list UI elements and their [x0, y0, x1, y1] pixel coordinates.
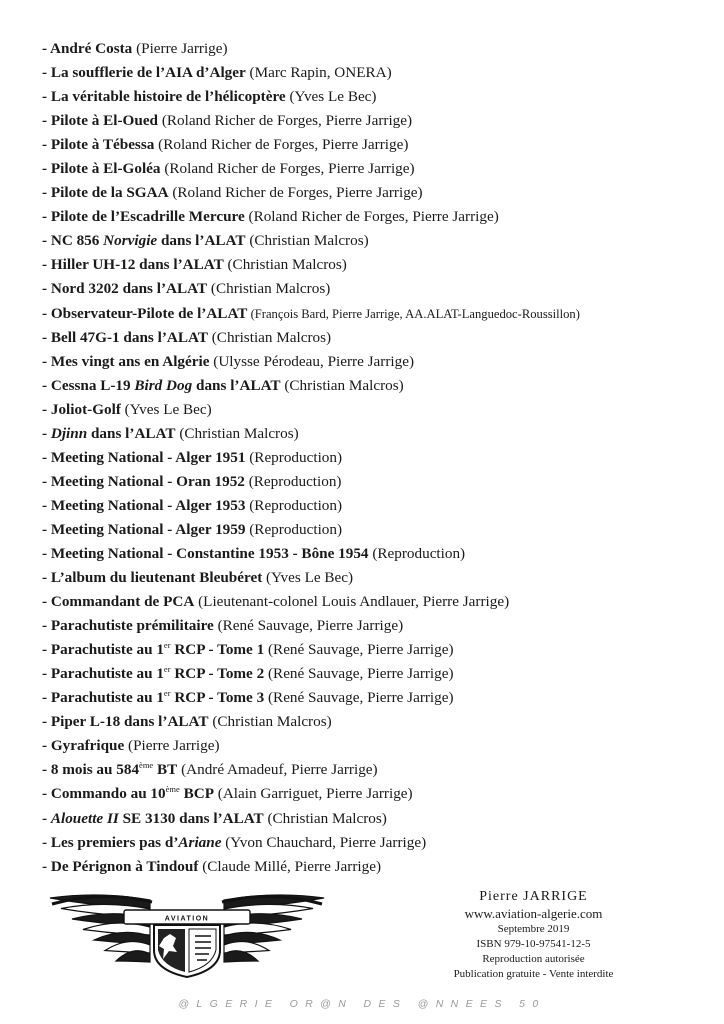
- book-title-part: - Mes vingt ans en Algérie: [42, 352, 210, 370]
- book-title-part: - Parachutiste prémilitaire: [42, 617, 214, 635]
- book-list-item: [42, 590, 714, 614]
- book-authors: (Christian Malcros): [207, 280, 331, 298]
- book-title-part: - Pilote à El-Oued: [42, 112, 159, 130]
- book-list-item: [42, 157, 714, 181]
- sale-notice: Publication gratuite - Vente interdite: [453, 968, 614, 980]
- book-title-part: RCP - Tome 2: [170, 665, 265, 683]
- book-list-item: [42, 614, 714, 638]
- right-wing-icon: [222, 895, 324, 962]
- book-list-item: [42, 133, 714, 157]
- book-title-part: - Parachutiste au 1: [42, 641, 164, 659]
- book-authors: (Christian Malcros): [208, 713, 332, 731]
- book-authors: (Roland Richer de Forges, Pierre Jarrige): [160, 160, 415, 178]
- book-title-part: - Nord 3202 dans l’ALAT: [42, 280, 208, 298]
- book-title-part: - Pilote de l’Escadrille Mercure: [42, 208, 245, 226]
- logo-banner-text: AVIATION: [164, 915, 210, 923]
- book-list-item: [42, 326, 714, 350]
- book-authors: (André Amadeuf, Pierre Jarrige): [177, 761, 378, 779]
- book-authors: (Reproduction): [245, 448, 343, 466]
- ordinal-superscript: er: [163, 688, 171, 699]
- book-authors: (Pierre Jarrige): [124, 737, 220, 755]
- book-title-part: - La soufflerie de l’AIA d’Alger: [42, 64, 246, 82]
- book-list-item: [42, 518, 714, 542]
- publisher-block: [415, 888, 652, 982]
- book-title-part: - De Pérignon à Tindouf: [42, 857, 199, 875]
- book-title-part: - Cessna L-19: [42, 376, 135, 394]
- book-authors: (Christian Malcros): [263, 809, 387, 827]
- book-title-part: SE 3130 dans l’ALAT: [118, 809, 264, 827]
- book-title-part: - Joliot-Golf: [42, 400, 121, 418]
- ordinal-superscript: ème: [165, 784, 180, 795]
- book-list-item: [42, 662, 714, 686]
- book-list-item: [42, 61, 714, 85]
- book-title-part: - Meeting National - Oran 1952: [42, 472, 245, 490]
- isbn: ISBN 979-10-97541-12-5: [476, 938, 591, 950]
- book-list-item: [42, 302, 714, 326]
- book-authors: (Yvon Chauchard, Pierre Jarrige): [221, 833, 427, 851]
- book-list-item: [42, 807, 714, 831]
- book-list-item: [42, 37, 714, 61]
- book-authors: (Yves Le Bec): [120, 400, 212, 418]
- book-list-item: [42, 494, 714, 518]
- book-title-part: RCP - Tome 3: [170, 689, 265, 707]
- book-title-part: - L’album du lieutenant Bleubéret: [42, 569, 263, 587]
- aviation-wings-logo: [42, 888, 332, 978]
- publication-date: Septembre 2019: [497, 923, 570, 935]
- book-title-part: - Pilote à El-Goléa: [42, 160, 161, 178]
- book-title-part: BT: [153, 761, 178, 779]
- book-authors: (Christian Malcros): [245, 232, 369, 250]
- book-title-part: - Pilote de la SGAA: [42, 184, 169, 202]
- book-title-part: - Meeting National - Alger 1953: [42, 496, 246, 514]
- book-list-item: [42, 277, 714, 301]
- book-list-item: [42, 374, 714, 398]
- book-authors: (François Bard, Pierre Jarrige, AA.ALAT-Languedoc-Roussillon): [247, 306, 580, 321]
- book-list-item: [42, 566, 714, 590]
- book-title-part: - Hiller UH-12 dans l’ALAT: [42, 256, 224, 274]
- book-list-item: [42, 782, 714, 806]
- book-list-item: [42, 758, 714, 782]
- book-authors: (Pierre Jarrige): [132, 40, 228, 57]
- left-wing-icon: [50, 895, 152, 962]
- publisher-website: www.aviation-algerie.com: [464, 906, 603, 921]
- book-authors: (Yves Le Bec): [262, 569, 354, 587]
- book-authors: (René Sauvage, Pierre Jarrige): [264, 665, 454, 683]
- book-authors: (Reproduction): [368, 544, 466, 562]
- book-authors: (Reproduction): [244, 472, 342, 490]
- book-title-part: - La véritable histoire de l’hélicoptère: [42, 88, 286, 106]
- book-list: [42, 37, 714, 879]
- book-authors: (Christian Malcros): [175, 424, 299, 442]
- book-list-item: [42, 109, 714, 133]
- book-title-italic-part: Djinn: [50, 424, 88, 442]
- book-list-item: [42, 831, 714, 855]
- ordinal-superscript: er: [163, 640, 171, 651]
- book-list-item: [42, 350, 714, 374]
- book-list-item: [42, 398, 714, 422]
- book-title-part: - Gyrafrique: [42, 737, 125, 755]
- book-list-item: [42, 446, 714, 470]
- book-list-item: [42, 422, 714, 446]
- book-title-part: - NC 856: [42, 232, 104, 250]
- book-title-part: - Pilote à Tébessa: [42, 136, 155, 154]
- book-authors: (René Sauvage, Pierre Jarrige): [264, 689, 454, 707]
- book-list-item: [42, 638, 714, 662]
- book-title-part: BCP: [179, 785, 214, 803]
- book-title-part: dans l’ALAT: [192, 376, 281, 394]
- book-title-part: - Les premiers pas d’: [42, 833, 179, 851]
- book-title-part: - Piper L-18 dans l’ALAT: [42, 713, 209, 731]
- book-list-item: [42, 181, 714, 205]
- book-title-part: - Observateur-Pilote de l’ALAT: [42, 304, 248, 322]
- shield-icon: [154, 925, 220, 977]
- book-title-part: RCP - Tome 1: [170, 641, 265, 659]
- book-authors: (Christian Malcros): [280, 376, 404, 394]
- book-list-item: [42, 85, 714, 109]
- book-title-part: dans l’ALAT: [87, 424, 176, 442]
- book-authors: (Marc Rapin, ONERA): [245, 64, 392, 82]
- book-title-part: - André Costa: [42, 40, 133, 57]
- book-title-part: -: [42, 424, 51, 442]
- book-title-part: - Commandant de PCA: [42, 593, 195, 611]
- book-list-item: [42, 855, 714, 879]
- book-authors: (René Sauvage, Pierre Jarrige): [264, 641, 454, 659]
- book-authors: (Reproduction): [245, 496, 343, 514]
- book-authors: (Claude Millé, Pierre Jarrige): [198, 857, 382, 875]
- ordinal-superscript: er: [163, 664, 171, 675]
- book-title-part: - Commando au 10: [42, 785, 166, 803]
- book-authors: (Roland Richer de Forges, Pierre Jarrige): [244, 208, 499, 226]
- book-title-part: - 8 mois au 584: [42, 761, 140, 779]
- book-authors: (Christian Malcros): [207, 328, 332, 346]
- book-list-item: [42, 542, 714, 566]
- book-authors: (Yves Le Bec): [285, 88, 377, 106]
- book-title-part: - Meeting National - Alger 1959: [42, 520, 246, 538]
- publisher-name: Pierre JARRIGE: [479, 889, 588, 904]
- book-title-part: dans l’ALAT: [157, 232, 246, 250]
- book-authors: (Ulysse Pérodeau, Pierre Jarrige): [209, 352, 415, 370]
- book-authors: (Roland Richer de Forges, Pierre Jarrige): [154, 136, 409, 154]
- book-list-item: [42, 470, 714, 494]
- book-title-part: - Meeting National - Constantine 1953 - Bône 1954: [42, 544, 369, 562]
- book-list-item: [42, 710, 714, 734]
- book-title-italic-part: Norvigie: [103, 232, 158, 250]
- book-authors: (Alain Garriguet, Pierre Jarrige): [213, 785, 413, 803]
- book-title-italic-part: Bird Dog: [134, 376, 193, 394]
- book-title-part: -: [42, 809, 51, 827]
- book-list-item: [42, 686, 714, 710]
- book-title-part: - Meeting National - Alger 1951: [42, 448, 246, 466]
- footer-series-title: @LGERIE OR@N DES @NNEES 50: [178, 998, 546, 1010]
- ordinal-superscript: ème: [139, 760, 154, 771]
- book-authors: (Christian Malcros): [223, 256, 347, 274]
- book-authors: (René Sauvage, Pierre Jarrige): [213, 617, 404, 635]
- book-authors: (Roland Richer de Forges, Pierre Jarrige): [168, 184, 423, 202]
- book-title-part: - Parachutiste au 1: [42, 665, 164, 683]
- book-title-italic-part: Ariane: [178, 833, 222, 851]
- book-authors: (Reproduction): [245, 520, 343, 538]
- reproduction-notice: Reproduction autorisée: [482, 953, 585, 965]
- book-title-part: - Parachutiste au 1: [42, 689, 164, 707]
- book-list-item: [42, 205, 714, 229]
- book-list-item: [42, 253, 714, 277]
- book-authors: (Roland Richer de Forges, Pierre Jarrige): [158, 112, 413, 130]
- book-authors: (Lieutenant-colonel Louis Andlauer, Pierre Jarrige): [194, 593, 510, 611]
- book-list-item: [42, 229, 714, 253]
- book-title-part: - Bell 47G-1 dans l’ALAT: [42, 328, 208, 346]
- book-list-item: [42, 734, 714, 758]
- book-title-italic-part: Alouette II: [50, 809, 119, 827]
